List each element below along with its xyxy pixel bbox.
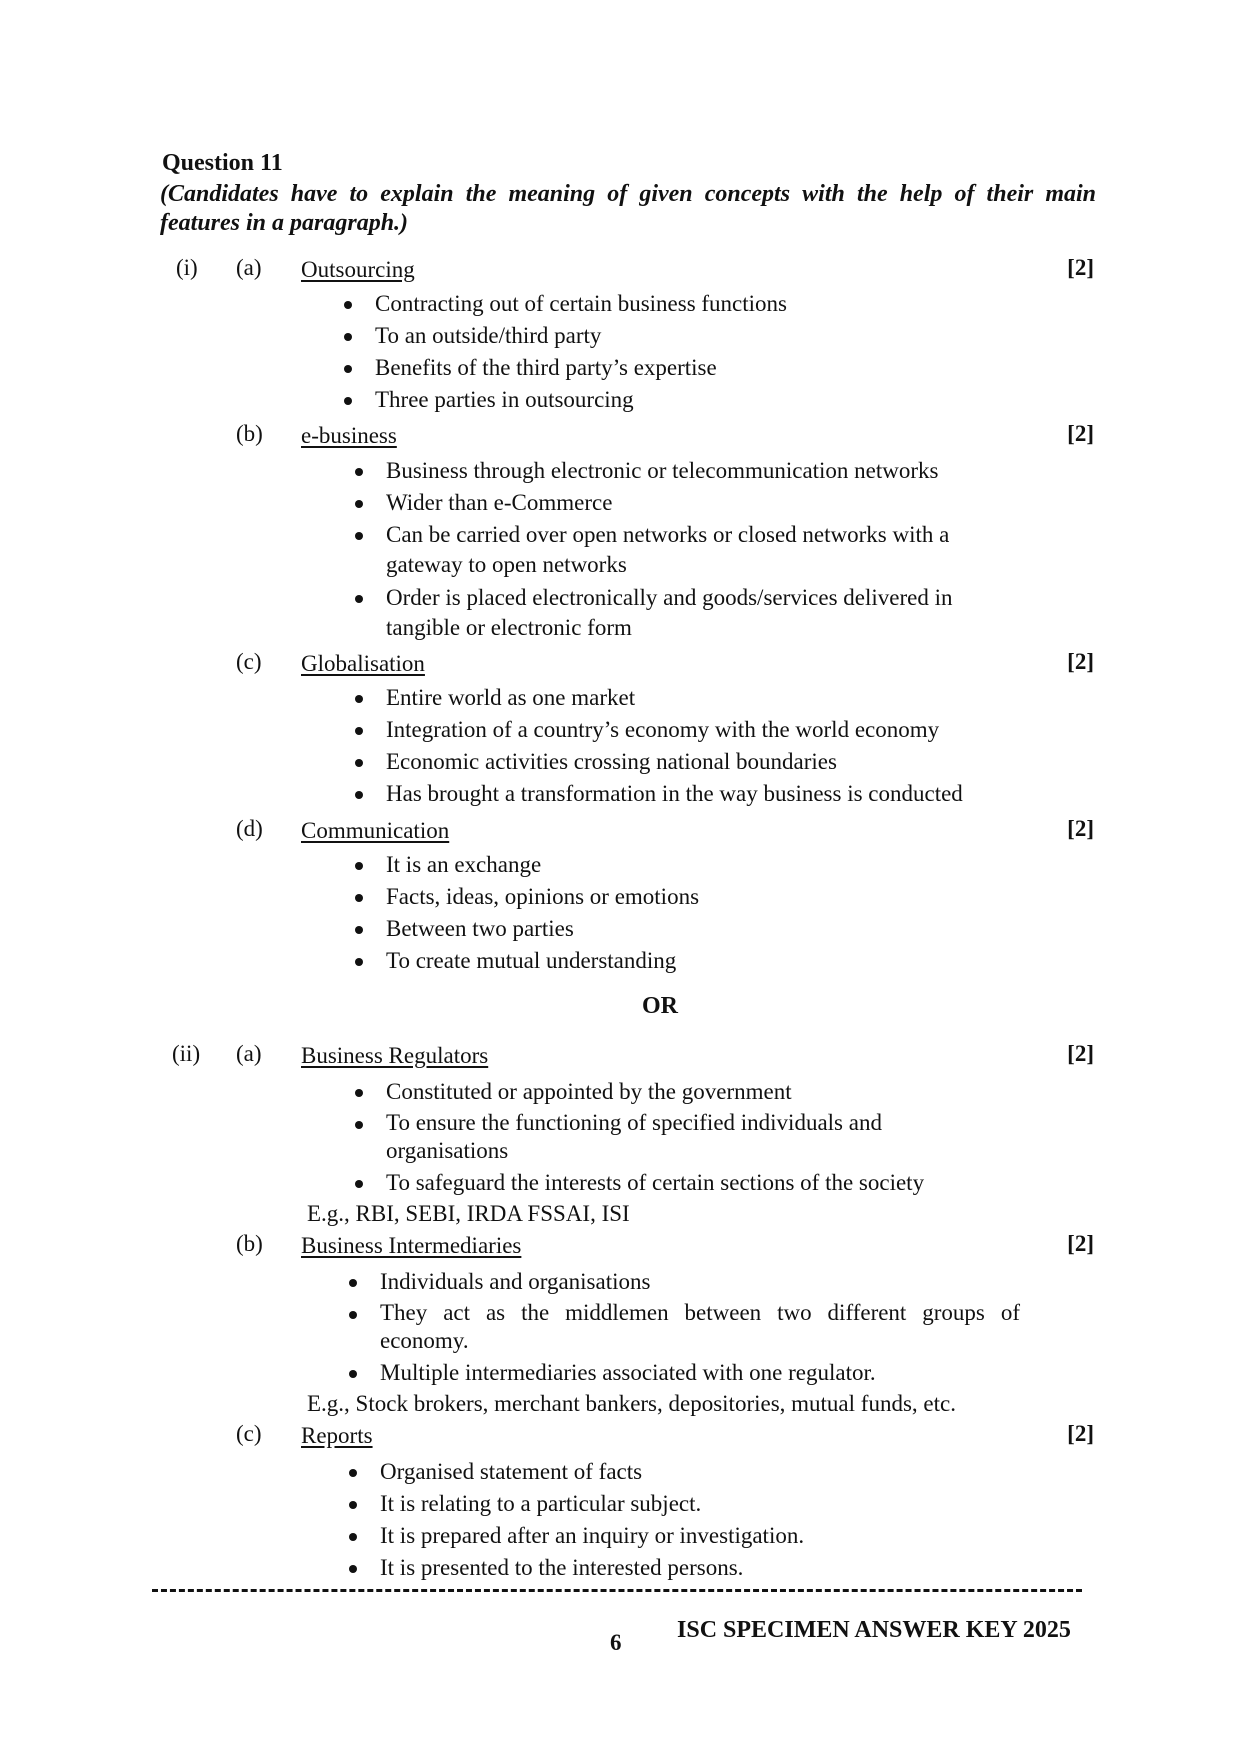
list-item: Integration of a country’s economy with the world economy	[386, 715, 1046, 744]
page-number: 6	[610, 1630, 622, 1655]
question-title: Question 11	[162, 150, 283, 176]
footer-dashed-rule	[152, 1589, 1082, 1592]
list-item: It is relating to a particular subject.	[380, 1489, 980, 1518]
list-item: Facts, ideas, opinions or emotions	[386, 882, 986, 911]
list-item: Organised statement of facts	[380, 1457, 980, 1486]
part-ii-number: (ii)	[172, 1041, 201, 1066]
list-item: They act as the middlemen between two different groups of economy.	[380, 1300, 1020, 1353]
example-text: E.g., Stock brokers, merchant bankers, depositories, mutual funds, etc.	[307, 1391, 956, 1416]
list-item: Entire world as one market	[386, 683, 1046, 712]
list-item: Three parties in outsourcing	[375, 385, 935, 414]
list-item: Can be carried over open networks or closed networks with a gateway to open networks	[386, 520, 1020, 580]
list-item: It is an exchange	[386, 850, 986, 879]
bullet-list	[380, 1267, 1020, 1390]
marks-badge: [2]	[1067, 1041, 1094, 1066]
list-item: To safeguard the interests of certain sections of the society	[386, 1168, 998, 1197]
bullet-list	[386, 683, 1046, 811]
list-item: Contracting out of certain business functions	[375, 289, 935, 318]
list-item: It is prepared after an inquiry or investigation.	[380, 1521, 980, 1550]
item-heading-business-regulators: Business Regulators	[301, 1043, 489, 1068]
list-item: Between two parties	[386, 914, 986, 943]
list-item: Business through electronic or telecommunication networks	[386, 456, 1020, 485]
item-label: (a)	[236, 255, 262, 280]
list-item: Order is placed electronically and goods/services delivered in tangible or electronic form	[386, 583, 1020, 643]
item-heading-globalisation: Globalisation	[301, 651, 425, 676]
item-label: (a)	[236, 1041, 262, 1066]
item-label: (d)	[236, 816, 263, 841]
marks-badge: [2]	[1067, 1231, 1094, 1256]
list-item: Economic activities crossing national boundaries	[386, 747, 1046, 776]
bullet-list	[380, 1457, 980, 1585]
question-instruction: (Candidates have to explain the meaning of given concepts with the help of their main features in a paragraph.)	[160, 181, 1096, 236]
or-separator: OR	[642, 993, 678, 1019]
list-item: Multiple intermediaries associated with one regulator.	[380, 1358, 1020, 1387]
list-item: It is presented to the interested persons.	[380, 1553, 980, 1582]
part-i-number: (i)	[176, 255, 198, 280]
example-text: E.g., RBI, SEBI, IRDA FSSAI, ISI	[307, 1201, 630, 1226]
marks-badge: [2]	[1067, 1421, 1094, 1446]
item-label: (b)	[236, 1231, 263, 1256]
item-label: (c)	[236, 649, 262, 674]
marks-badge: [2]	[1067, 255, 1094, 280]
item-heading-business-intermediaries: Business Intermediaries	[301, 1233, 522, 1258]
list-item: To an outside/third party	[375, 321, 935, 350]
bullet-list	[386, 1077, 998, 1200]
list-item: Benefits of the third party’s expertise	[375, 353, 935, 382]
list-item: To ensure the functioning of specified individuals and organisations	[386, 1109, 998, 1165]
item-label: (c)	[236, 1421, 262, 1446]
list-item: Wider than e-Commerce	[386, 488, 1020, 517]
marks-badge: [2]	[1067, 421, 1094, 446]
bullet-list	[386, 850, 986, 978]
list-item: Individuals and organisations	[380, 1267, 1020, 1296]
marks-badge: [2]	[1067, 649, 1094, 674]
item-heading-outsourcing: Outsourcing	[301, 257, 415, 282]
list-item: Constituted or appointed by the government	[386, 1077, 998, 1106]
bullet-list	[386, 456, 1020, 646]
bullet-list	[375, 289, 935, 417]
item-heading-e-business: e-business	[301, 423, 397, 448]
item-heading-reports: Reports	[301, 1423, 373, 1448]
marks-badge: [2]	[1067, 816, 1094, 841]
item-label: (b)	[236, 421, 263, 446]
list-item: Has brought a transformation in the way business is conducted	[386, 779, 1046, 808]
list-item: To create mutual understanding	[386, 946, 986, 975]
item-heading-communication: Communication	[301, 818, 450, 843]
footer-title: ISC SPECIMEN ANSWER KEY 2025	[677, 1617, 1071, 1643]
